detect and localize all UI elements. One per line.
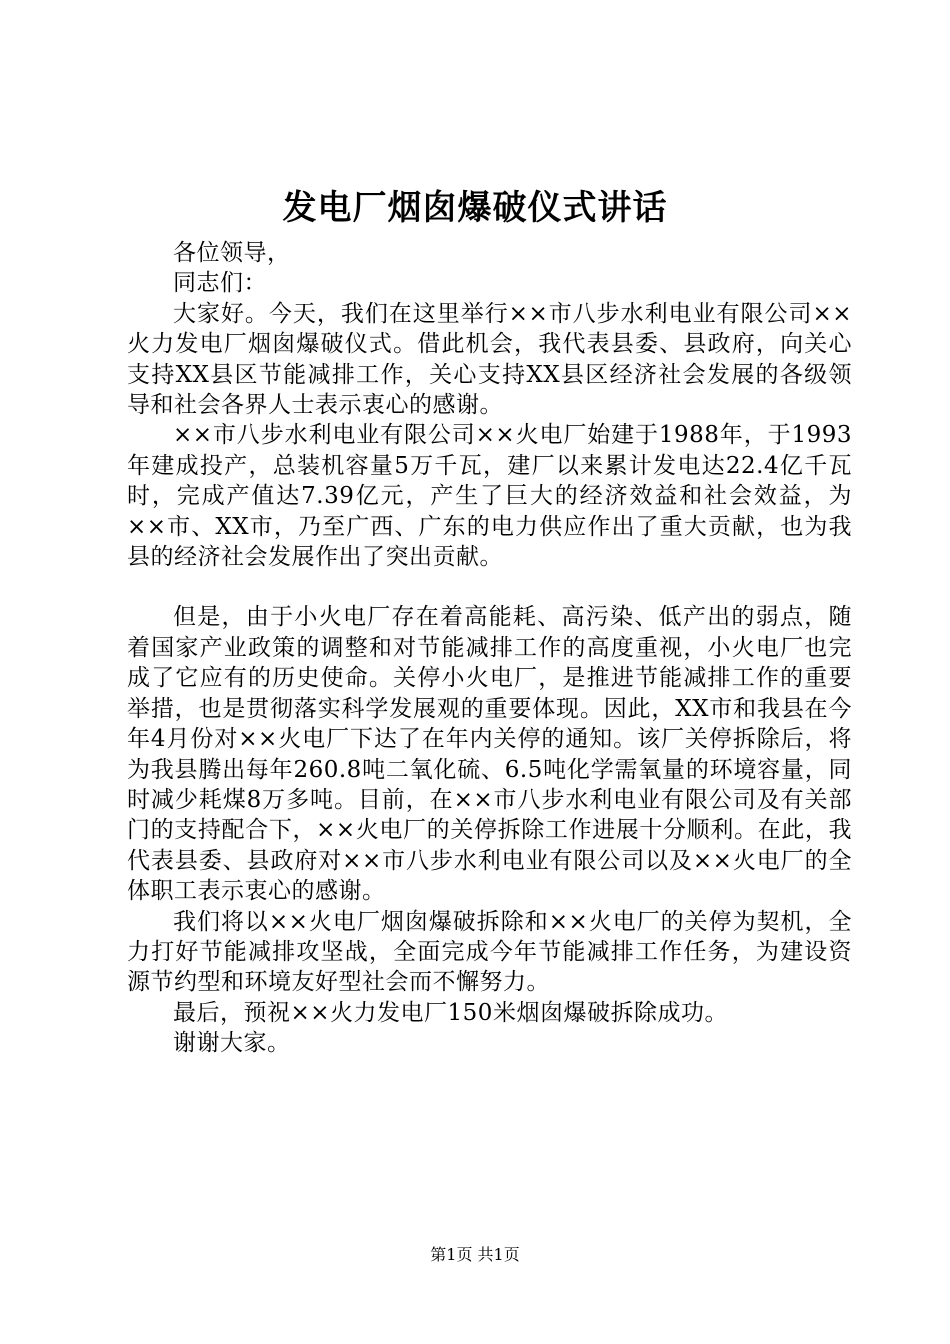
paragraph-spacer [127, 572, 852, 602]
document-title: 发电厂烟囱爆破仪式讲话 [282, 188, 668, 228]
paragraph-history: ××市八步水利电业有限公司××火电厂始建于1988年，于1993年建成投产，总装机容量5万千瓦，建厂以来累计发电达22.4亿千瓦时，完成产值达7.39亿元，产生了巨大的经济效益和社会效益，为××市、XX市，乃至广西、广东的电力供应作出了重大贡献，也为我县的经济社会发展作出了突出贡献。 [127, 422, 852, 571]
paragraph-commitment: 我们将以××火电厂烟囱爆破拆除和××火电厂的关停为契机，全力打好节能减排攻坚战，全面完成今年节能减排工作任务，为建设资源节约型和环境友好型社会而不懈努力。 [127, 908, 852, 996]
document-body [127, 238, 852, 1059]
salutation-leaders: 各位领导， [173, 240, 291, 266]
paragraph-closure-reason: 但是，由于小火电厂存在着高能耗、高污染、低产出的弱点，随着国家产业政策的调整和对节能减排工作的高度重视，小火电厂也完成了它应有的历史使命。关停小火电厂，是推进节能减排工作的重要举措，也是贯彻落实科学发展观的重要体现。因此，XX市和我县在今年4月份对××火电厂下达了在年内关停的通知。该厂关停拆除后，将为我县腾出每年260.8吨二氧化硫、6.5吨化学需氧量的环境容量，同时减少耗煤8万多吨。目前，在××市八步水利电业有限公司及有关部门的支持配合下，××火电厂的关停拆除工作进展十分顺利。在此，我代表县委、县政府对××市八步水利电业有限公司以及××火电厂的全体职工表示衷心的感谢。 [127, 604, 852, 905]
page-number-footer: 第1页 共1页 [430, 1245, 520, 1264]
salutation-comrades: 同志们： [173, 270, 267, 297]
paragraph-thanks: 谢谢大家。 [173, 1030, 291, 1057]
paragraph-wishes: 最后，预祝××火力发电厂150米烟囱爆破拆除成功。 [173, 999, 728, 1026]
paragraph-opening: 大家好。今天，我们在这里举行××市八步水利电业有限公司××火力发电厂烟囱爆破仪式。借此机会，我代表县委、县政府，向关心支持XX县区节能减排工作，关心支持XX县区经济社会发展的各级领导和社会各界人士表示衷心的感谢。 [127, 300, 852, 419]
